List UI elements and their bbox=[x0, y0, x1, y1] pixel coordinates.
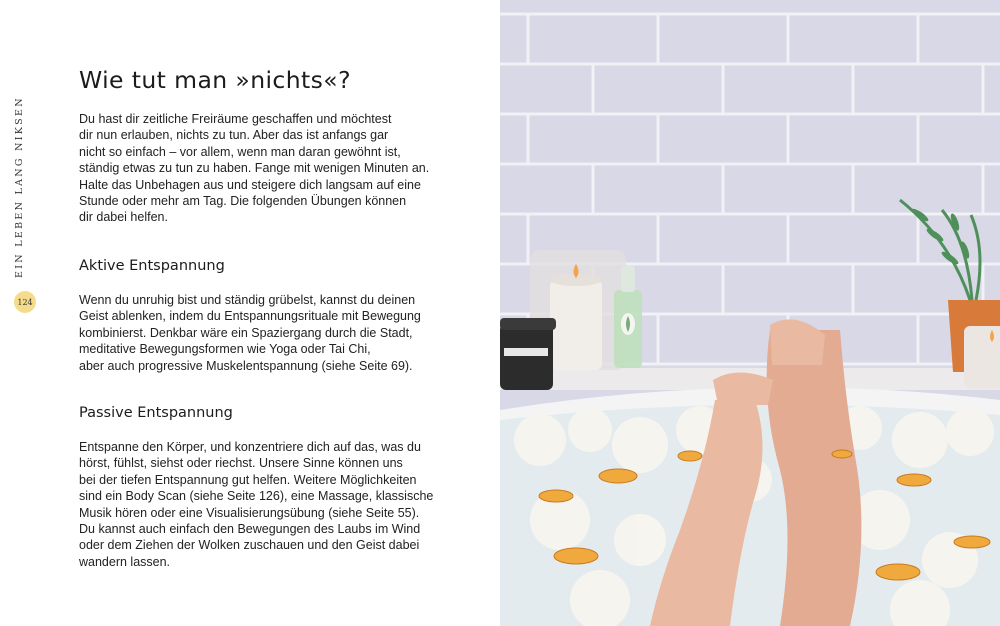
left-foot bbox=[713, 373, 773, 406]
passive-line: bei der tiefen Entspannung gut helfen. Weitere Möglichkeiten bbox=[79, 472, 417, 487]
bath-illustration-svg bbox=[500, 0, 1000, 626]
intro-paragraph bbox=[79, 111, 429, 226]
active-paragraph bbox=[79, 292, 421, 374]
active-line: kombinierst. Denkbar wäre ein Spaziergang durch die Stadt, bbox=[79, 325, 413, 340]
intro-line: Stunde oder mehr am Tag. Die folgenden Übungen können bbox=[79, 194, 407, 209]
active-line: Wenn du unruhig bist und ständig grübelst, kannst du deinen bbox=[79, 293, 416, 307]
pillar-candle bbox=[550, 280, 602, 370]
intro-line: ständig etwas zu tun zu haben. Fange mit wenigen Minuten an. bbox=[79, 161, 430, 176]
active-line: aber auch progressive Muskelentspannung (siehe Seite 69). bbox=[79, 358, 413, 373]
passive-line: Entspanne den Körper, und konzentriere dich auf das, was du bbox=[79, 440, 421, 454]
section-title: Wie tut man »nichts«? bbox=[79, 66, 351, 94]
active-heading: Aktive Entspannung bbox=[79, 258, 225, 274]
passive-line: oder dem Ziehen der Wolken zuschauen und den Geist dabei bbox=[79, 538, 420, 553]
active-line: Geist ablenken, indem du Entspannungsrituale mit Bewegung bbox=[79, 309, 421, 324]
passive-line: wandern lassen. bbox=[79, 554, 171, 569]
page-number-badge: 124 bbox=[14, 291, 36, 313]
running-head: EIN LEBEN LANG NIKSEN bbox=[14, 96, 25, 278]
passive-line: Musik hören oder eine Visualisierungsübung (siehe Seite 55). bbox=[79, 505, 420, 520]
passive-line: hörst, fühlst, siehst oder riechst. Unsere Sinne können uns bbox=[79, 456, 403, 471]
bath-illustration bbox=[500, 0, 1000, 626]
passive-line: sind ein Body Scan (siehe Seite 126), eine Massage, klassische bbox=[79, 489, 434, 504]
passive-line: Du kannst auch einfach den Bewegungen des Laubs im Wind bbox=[79, 522, 421, 537]
intro-line: Halte das Unbehagen aus und steigere dich langsam auf eine bbox=[79, 177, 421, 192]
small-candle bbox=[964, 326, 1000, 388]
intro-line: nicht so einfach – vor allem, wenn man daran gewöhnt ist, bbox=[79, 144, 401, 159]
intro-line: dir dabei helfen. bbox=[79, 210, 168, 225]
passive-paragraph bbox=[79, 439, 433, 570]
intro-line: dir nun erlauben, nichts zu tun. Aber das ist anfangs gar bbox=[79, 128, 389, 143]
passive-heading: Passive Entspannung bbox=[79, 405, 233, 421]
active-line: meditative Bewegungsformen wie Yoga oder Tai Chi, bbox=[79, 342, 371, 357]
intro-line: Du hast dir zeitliche Freiräume geschaffen und möchtest bbox=[79, 112, 392, 126]
black-jar bbox=[500, 324, 553, 390]
